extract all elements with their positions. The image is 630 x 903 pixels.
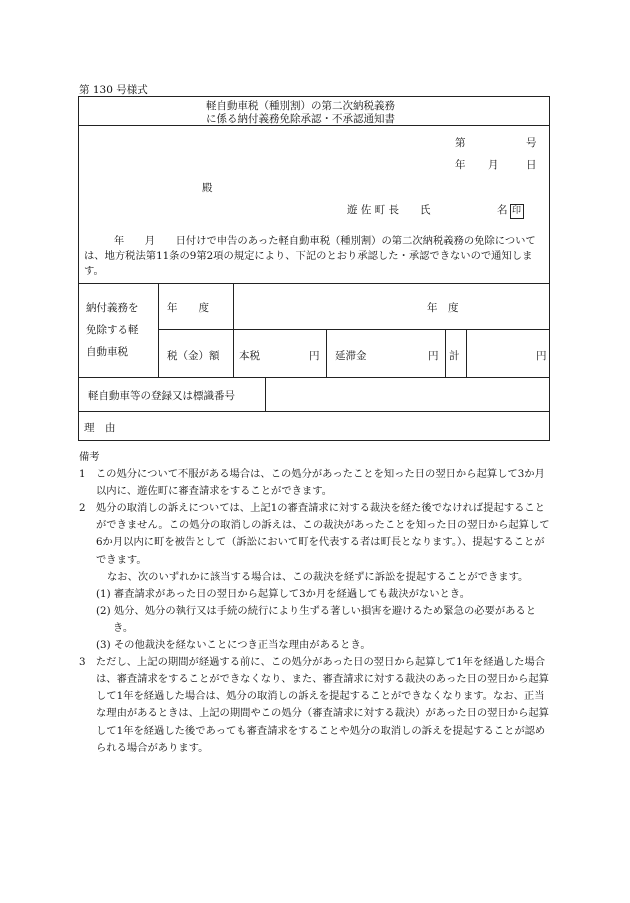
divider	[466, 329, 467, 377]
divider	[78, 377, 550, 378]
section-label-line3: 自動車税	[86, 346, 128, 358]
section-label-line1: 納付義務を	[86, 302, 139, 314]
note-sub-3: (3) その他裁決を経ないことにつき正当な理由があるとき。	[96, 639, 371, 652]
notice-body: 年 月 日付けで申告のあった軽自動車税（種別割）の第二次納税義務の免除については、地方税法第11条の9第2項の規定により、下記のとおり承認した・承認できないので通知します。	[84, 235, 536, 277]
number-label: 第	[455, 137, 466, 149]
late-fee-unit: 円	[428, 350, 439, 362]
main-tax-unit: 円	[309, 350, 320, 362]
divider	[326, 329, 327, 377]
divider	[233, 283, 234, 377]
form-title-line1: 軽自動車税（種別割）の第二次納税義務	[206, 100, 395, 112]
name-label	[497, 202, 524, 219]
divider	[445, 329, 446, 377]
total-label: 計	[449, 350, 460, 362]
divider	[78, 283, 550, 284]
addressee-suffix: 殿	[202, 182, 213, 194]
registration-label: 軽自動車等の登録又は標識番号	[88, 390, 235, 402]
note-sub-1: (1) 審査請求があった日の翌日から起算して3か月を経過しても裁決がないとき。	[96, 587, 470, 600]
section-label-line2: 免除する軽	[86, 324, 139, 336]
reason-label: 理 由	[84, 422, 116, 434]
note-item-2-sub: なお、次のいずれかに該当する場合は、この裁決を経ずに訴訟を提起することができます。	[107, 570, 529, 583]
month-label: 月	[488, 159, 499, 171]
note-sub-2: (2) 処分、処分の執行又は手続の続行により生ずる著しい損害を避けるため緊急の必要があるとき。	[96, 604, 537, 634]
divider	[78, 125, 550, 126]
divider	[158, 283, 159, 377]
main-tax-label: 本税	[239, 350, 260, 362]
divider	[158, 329, 550, 330]
late-fee-label: 延滞金	[335, 350, 367, 362]
note-item-1: 1 この処分について不服がある場合は、この処分があったことを知った日の翌日から起算して3か月以内に、遊佐町に審査請求をすることができます。	[79, 468, 545, 498]
name-label-text: 名	[497, 204, 508, 216]
total-unit: 円	[536, 350, 547, 362]
divider	[78, 411, 550, 412]
tax-amount-label: 税（金）額	[167, 350, 220, 362]
fiscal-year-label: 年 度	[167, 302, 209, 314]
fiscal-year-value: 年 度	[427, 302, 459, 314]
mayor-line: 遊 佐 町 長 氏	[347, 204, 431, 216]
notes-heading: 備考	[79, 451, 100, 463]
form-title-line2: に係る納付義務免除承認・不承認通知書	[206, 113, 395, 125]
divider	[265, 377, 266, 411]
year-label: 年	[455, 159, 466, 171]
day-label: 日	[526, 159, 537, 171]
note-item-3: 3 ただし、上記の期間が経過する前に、この処分があった日の翌日から起算して1年を経過した場合は、審査請求をすることができなくなり、また、審査請求に対する裁決のあった日の翌日から起算して1年を経過した場合は、処分の取消しの訴えを提起することができなくなります。なお、正当な理由があるときは、上記の期間やこの処分（審査請求に対する裁決）があった日の翌日から起算して1年を経過した後であっても審査請求をすることや処分の取消しの訴えを提起することが認められる場合があります。	[79, 656, 549, 754]
number-suffix: 号	[526, 137, 537, 149]
notes-section	[79, 449, 551, 757]
seal-mark: 印	[510, 204, 524, 219]
form-number: 第 130 号様式	[79, 84, 148, 96]
note-item-2: 2 処分の取消しの訴えについては、上記1の審査請求に対する裁決を経た後でなければ提起することができません。この処分の取消しの訴えは、この裁決があったことを知った日の翌日から起算して6か月以内に町を被告として（訴訟において町を代表する者は町長となります。）、提起することができます。	[79, 502, 550, 566]
